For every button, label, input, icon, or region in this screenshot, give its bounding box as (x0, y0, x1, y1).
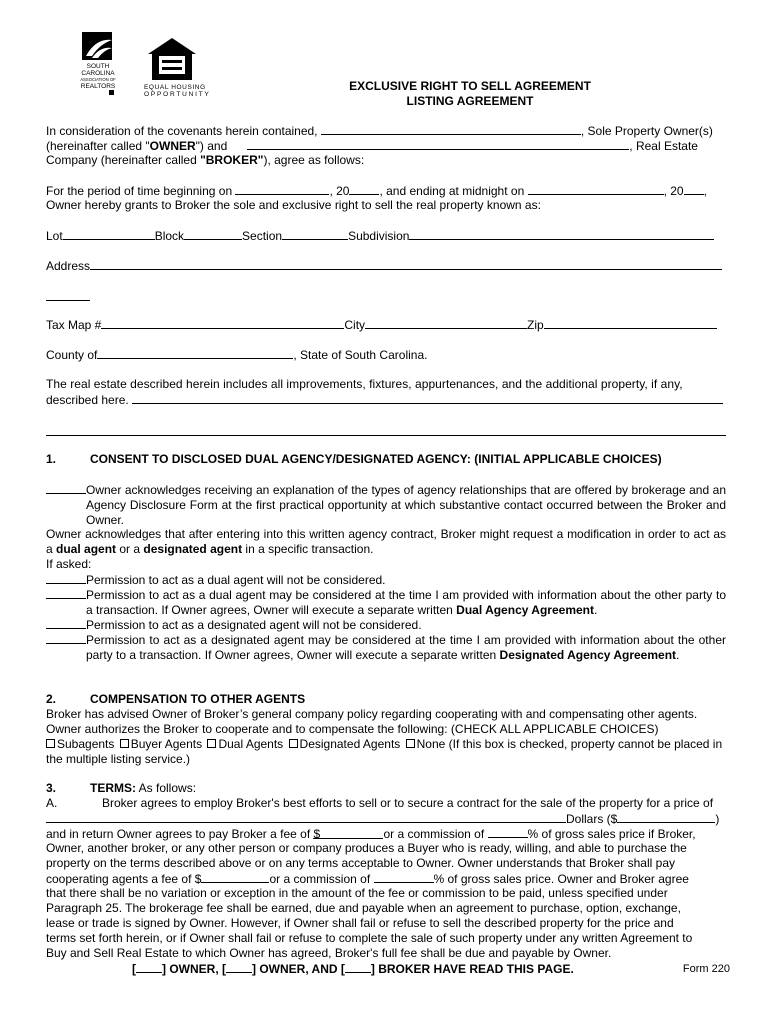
price-words-blank[interactable] (46, 811, 566, 823)
scar-logo-text-1: SOUTH (86, 63, 110, 70)
additional-property-line-2[interactable] (46, 435, 726, 436)
owner-name-blank[interactable] (321, 123, 581, 135)
subagents-label: Subagents (57, 737, 115, 751)
dual-agent-term: dual agent (56, 542, 117, 556)
intro-line-3 (46, 153, 726, 168)
city-blank[interactable] (365, 317, 527, 329)
intro-text-1a: In consideration of the covenants herein contained, (46, 124, 321, 138)
fee-line-1 (46, 826, 726, 842)
initial-blank-ack[interactable] (46, 482, 86, 494)
subdivision-label: Subdivision (348, 229, 410, 243)
fee-dollar-sign: $ (313, 827, 321, 841)
form-number: Form 220 (682, 963, 730, 975)
option-3 (46, 617, 726, 633)
address-line (46, 258, 726, 274)
ack-text-4: ] BROKER HAVE READ THIS PAGE. (370, 962, 574, 976)
start-date-blank[interactable] (235, 183, 329, 195)
section-1-para-1 (46, 482, 726, 528)
intro-text-1b: , Sole Property Owner(s) (580, 124, 713, 138)
option-2 (46, 587, 726, 618)
dual-agency-agreement-term: Dual Agency Agreement (456, 603, 594, 617)
fee-line-6: Paragraph 25. The brokerage fee shall be earned, due and payable when an agreement to purchase, option, exchange, (46, 901, 681, 915)
section-1-p2e: in a specific transaction. (242, 542, 374, 556)
city-label: City (344, 318, 366, 332)
initial-blank-option-1[interactable] (46, 572, 86, 584)
option-2-end: . (593, 603, 598, 617)
block-label: Block (154, 229, 185, 243)
subagents-checkbox[interactable] (46, 739, 55, 748)
coop-commission-blank[interactable] (374, 871, 434, 883)
owner-2-initial-blank[interactable] (226, 961, 252, 973)
option-2-text: Permission to act as a dual agent may be considered at the time I am provided with information about the other party to a transaction. If Owner agrees, Owner will execute a separate written (86, 588, 726, 617)
section-blank[interactable] (282, 228, 348, 240)
ack-text-3: ] OWNER, AND [ (252, 962, 345, 976)
period-text-c: , and ending at midnight on (379, 184, 528, 198)
buyer-agents-label: Buyer Agents (130, 737, 203, 751)
fee-text-4b: or a commission of (269, 872, 374, 886)
option-4 (46, 632, 726, 663)
address-label: Address (46, 259, 91, 273)
equal-housing-line-2: OPPORTUNITY (144, 91, 211, 98)
designated-agents-checkbox[interactable] (289, 739, 298, 748)
additional-property-blank[interactable] (132, 392, 723, 404)
buyer-agents-checkbox[interactable] (120, 739, 129, 748)
taxmap-line (46, 317, 726, 333)
county-line (46, 347, 726, 363)
fee-line-4 (46, 871, 726, 887)
section-2-number: 2. (46, 692, 57, 706)
option-4-end: . (676, 648, 680, 662)
broker-initial-blank[interactable] (345, 961, 371, 973)
block-blank[interactable] (184, 228, 242, 240)
option-3-text: Permission to act as a designated agent will not be considered. (86, 618, 422, 632)
section-2-heading (46, 692, 726, 707)
designated-agency-agreement-term: Designated Agency Agreement (499, 648, 677, 662)
fee-line-9: Buy and Sell Real Estate to which Owner has agreed, Broker's full fee shall be due and payable by Owner. (46, 946, 612, 960)
intro-text-3c: ), agree as follows: (263, 153, 365, 167)
fee-line-3: property on the terms described above or on any terms acceptable to Owner. Owner understands that Broker shall pay (46, 856, 675, 870)
end-year-blank[interactable] (684, 183, 704, 195)
title-line-2: LISTING AGREEMENT (406, 94, 534, 108)
fee-line-7: lease or trade is signed by Owner. However, if Owner shall fail or refuse to sell the described property for the price and (46, 916, 674, 930)
period-text-e: , (703, 184, 707, 198)
subdivision-blank[interactable] (409, 228, 714, 240)
section-2-line-2: Owner authorizes the Broker to cooperate and to compensate the following: (CHECK ALL APPLICABLE CHOICES) (46, 722, 659, 736)
scar-logo-text-4: REALTORS (80, 83, 116, 90)
scar-logo-text-3: ASSOCIATION OF (80, 77, 116, 82)
fee-text-1a: and in return Owner agrees to pay Broker a fee of (46, 827, 314, 841)
none-label: None (If this box is checked, property cannot be placed in (416, 737, 723, 751)
initial-blank-option-3[interactable] (46, 617, 86, 629)
taxmap-label: Tax Map # (46, 318, 102, 332)
section-1-title: CONSENT TO DISCLOSED DUAL AGENCY/DESIGNATED AGENCY: (INITIAL APPLICABLE CHOICES) (90, 452, 662, 466)
equal-housing-logo-icon (142, 36, 202, 84)
address-continuation-line[interactable] (46, 300, 90, 301)
fee-text-4a: cooperating agents a fee of $ (46, 872, 202, 886)
initial-blank-option-2[interactable] (46, 587, 86, 599)
section-3-as-follows: As follows: (136, 781, 197, 795)
broker-label: "BROKER" (200, 153, 264, 167)
period-line-2: Owner hereby grants to Broker the sole and exclusive right to sell the real property known as: (46, 198, 541, 212)
title-line-1: EXCLUSIVE RIGHT TO SELL AGREEMENT (349, 79, 591, 93)
dollars-end: ) (715, 812, 720, 826)
section-2-line-4: the multiple listing service.) (46, 752, 191, 766)
section-1-heading (46, 452, 726, 467)
section-3a-text: Broker agrees to employ Broker's best efforts to sell or to secure a contract for the sale of the property for a price of (102, 796, 714, 810)
scar-logo (78, 30, 118, 100)
address-blank[interactable] (90, 258, 722, 270)
fee-text-1d: % of gross sales price if Broker, (527, 827, 696, 841)
section-1-number: 1. (46, 452, 57, 466)
intro-line-2 (46, 138, 726, 154)
fee-line-5: that there shall be no variation or exception in the amount of the fee or commission to be paid, unless specified under (46, 886, 668, 900)
fee-text-4c: % of gross sales price. Owner and Broker agree (433, 872, 689, 886)
period-text-b: , 20 (329, 184, 350, 198)
section-label: Section (242, 229, 283, 243)
dual-agents-checkbox[interactable] (207, 739, 216, 748)
fee-amount-blank[interactable] (313, 827, 383, 839)
intro-text-2c: ") and (195, 139, 228, 153)
read-page-acknowledgment (132, 961, 592, 977)
none-checkbox[interactable] (406, 739, 415, 748)
scar-logo-text-2: CAROLINA (81, 70, 115, 77)
period-text-a: For the period of time beginning on (46, 184, 236, 198)
designated-agent-term: designated agent (143, 542, 243, 556)
price-amount-blank[interactable] (617, 811, 715, 823)
section-1-p2c: or a (116, 542, 144, 556)
intro-text-2a: (hereinafter called " (46, 139, 150, 153)
lot-line (46, 228, 726, 244)
zip-blank[interactable] (544, 317, 717, 329)
intro-text-2d: , Real Estate (629, 139, 698, 153)
intro-line-1 (46, 123, 726, 139)
option-1-text: Permission to act as a dual agent will not be considered. (86, 573, 386, 587)
designated-agents-label: Designated Agents (299, 737, 401, 751)
section-2-line-1: Broker has advised Owner of Broker’s general company policy regarding cooperating with and compensating other agents. (46, 707, 698, 721)
if-asked: If asked: (46, 557, 92, 571)
section-2-checkboxes (46, 737, 726, 752)
equal-housing-text (144, 84, 211, 98)
section-2-title: COMPENSATION TO OTHER AGENTS (90, 692, 306, 706)
start-year-blank[interactable] (349, 183, 379, 195)
zip-label: Zip (527, 318, 544, 332)
coop-fee-blank[interactable] (201, 871, 269, 883)
period-text-d: , 20 (663, 184, 684, 198)
section-3-heading (46, 781, 726, 796)
improvements-text-2: described here. (46, 393, 133, 407)
ack-text-2: ] OWNER, [ (162, 962, 226, 976)
fee-line-2: Owner, another broker, or any other person or company produces a Buyer who is ready, willing, and able to purchase the (46, 841, 687, 855)
price-line (46, 811, 726, 827)
owner-1-initial-blank[interactable] (136, 961, 162, 973)
end-date-blank[interactable] (528, 183, 664, 195)
section-3a-label: A. (46, 796, 58, 810)
ack-text-1: [ (132, 962, 136, 976)
county-blank[interactable] (97, 347, 293, 359)
improvements-line-2 (46, 392, 726, 408)
commission-percent-blank[interactable] (488, 826, 528, 838)
taxmap-blank[interactable] (101, 317, 344, 329)
intro-text-3a: Company (hereinafter called (46, 153, 201, 167)
option-1 (46, 572, 726, 588)
section-3-title: TERMS: (90, 781, 136, 795)
section-1-p1: Owner acknowledges receiving an explanation of the types of agency relationships that are offered by brokerage and an Agency Disclosure Form at the first practical opportunity at which substantive contact occurred between the Broker and Owner. (86, 483, 726, 527)
section-3-number: 3. (46, 781, 57, 795)
improvements-line-1: The real estate described herein includes all improvements, fixtures, appurtenances, and the additional property, if any, (46, 377, 683, 391)
fee-text-1c: or a commission of (383, 827, 488, 841)
equal-housing-line-1: EQUAL HOUSING (144, 84, 206, 91)
broker-company-blank[interactable] (247, 138, 629, 150)
fee-line-8: terms set forth herein, or if Owner shall fail or refuse to complete the sale of such property under any written Agreement to (46, 931, 693, 945)
dollars-label: Dollars ($ (566, 812, 618, 826)
county-text-b: , State of South Carolina. (293, 348, 428, 362)
initial-blank-option-4[interactable] (46, 632, 86, 644)
period-line-1 (46, 183, 726, 199)
lot-label: Lot (46, 229, 63, 243)
lot-blank[interactable] (63, 228, 155, 240)
dual-agents-label: Dual Agents (218, 737, 284, 751)
option-4-text: Permission to act as a designated agent may be considered at the time I am provided with information about the other party to a transaction. If Owner agrees, Owner will execute a separate written (86, 633, 726, 662)
county-label: County of (46, 348, 98, 362)
section-1-para-2 (46, 527, 726, 557)
section-1-p2a: Owner acknowledges that after entering into this written agency contract, Broker might request a modification in order to act as a (46, 527, 726, 556)
owner-label: OWNER (149, 139, 196, 153)
section-3a-line (46, 796, 726, 811)
